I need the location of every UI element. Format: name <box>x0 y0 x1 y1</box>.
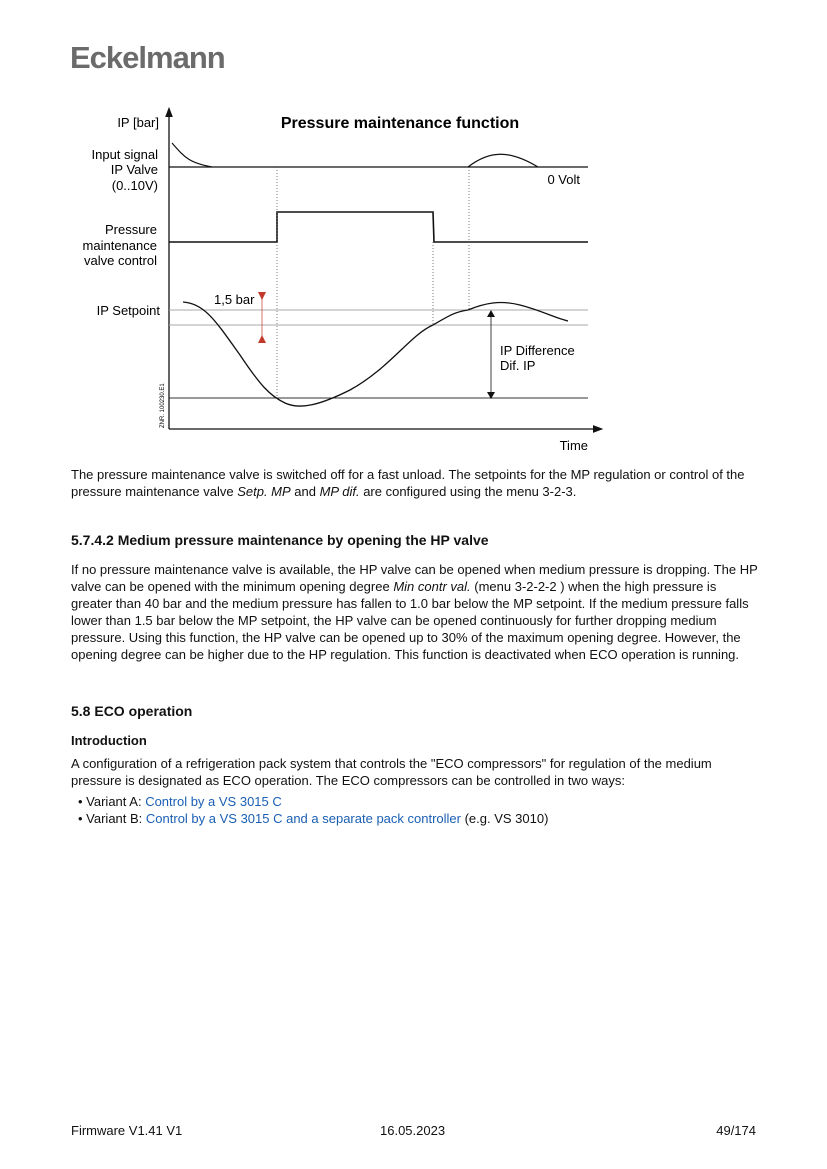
diff-label: IP Difference <box>500 343 575 358</box>
variant-list <box>71 793 761 827</box>
label-setpoint: IP Setpoint <box>96 303 160 318</box>
text: The pressure maintenance valve is switched off for a fast unload. The setpoints for the MP regulation or control of the pressure maintenance valve <box>71 467 745 499</box>
label-control: valve control <box>84 253 157 268</box>
footer-firmware: Firmware V1.41 V1 <box>71 1123 183 1138</box>
text: are configured using the menu 3-2-3. <box>359 484 577 499</box>
guide-lines <box>277 167 469 398</box>
list-item: • Variant A: Control by a VS 3015 C <box>78 794 282 809</box>
diagram-title: Pressure maintenance function <box>280 115 520 132</box>
diff-label: Dif. IP <box>500 358 536 373</box>
input-bump <box>468 154 538 167</box>
text: and <box>290 484 320 499</box>
paragraph-eco: A configuration of a refrigeration pack system that controls the "ECO compressors" for regulation of the medium pressure is designated as ECO operation. The ECO compressors can be controlled in two ways: <box>71 756 712 788</box>
label-input: (0..10V) <box>111 178 158 193</box>
heading-5-7-4-2: 5.7.4.2 Medium pressure maintenance by opening the HP valve <box>71 532 489 548</box>
label-control: Pressure <box>104 222 157 237</box>
paragraph-unload <box>71 466 761 500</box>
list-item: • Variant B: Control by a VS 3015 C and a separate pack controller (e.g. VS 3010) <box>78 811 549 826</box>
link-variant-a[interactable]: Control by a VS 3015 C <box>145 794 282 809</box>
reference-number: ZNR. 100230.E1 <box>160 383 166 428</box>
bar-label: 1,5 bar <box>214 292 255 307</box>
text: If no pressure maintenance valve is available, the HP valve can be opened when medium pressure is dropping. The HP valve can be opened with the minimum opening degree <box>71 562 758 594</box>
paragraph-hp-valve <box>71 561 761 663</box>
param-setp-mp: Setp. MP <box>237 484 291 499</box>
y-axis-label: IP [bar] <box>117 115 159 130</box>
text: Variant B: <box>86 811 146 826</box>
param-min-contr-val: Min contr val. <box>393 579 471 594</box>
param-mp-dif: MP dif. <box>319 484 360 499</box>
text: (menu 3-2-2-2 ) when the high pressure is greater than 40 bar and the medium pressure has fallen to 1.0 bar below the MP setpoint. If the medium pressure falls lower than 1.5 bar below the MP setpoint, the HP valve can be opened continuously for further dropping medium pressure. Using this function, the HP valve can be opened up to 30% of the maximum opening degree. However, the opening degree can be higher due to the HP regulation. This function is deactivated when ECO operation is running. <box>71 579 749 662</box>
label-input: IP Valve <box>110 162 158 177</box>
zero-volt-label: 0 Volt <box>547 172 580 187</box>
text: (e.g. VS 3010) <box>460 811 549 826</box>
valve-control-signal <box>169 212 588 242</box>
pressure-maintenance-diagram <box>0 0 827 470</box>
footer-page-number: 49/174 <box>716 1123 756 1138</box>
footer-date: 16.05.2023 <box>380 1123 446 1138</box>
link-variant-b[interactable]: Control by a VS 3015 C and a separate pack controller <box>145 811 461 826</box>
label-input: Input signal <box>91 147 158 162</box>
eckelmann-logo: Eckelmann <box>70 40 225 75</box>
subheading-introduction: Introduction <box>71 733 147 748</box>
input-curve <box>172 143 212 167</box>
label-control: maintenance <box>82 238 157 253</box>
heading-5-8: 5.8 ECO operation <box>71 703 193 719</box>
text: Variant A: <box>86 794 146 809</box>
x-axis-label: Time <box>559 438 588 453</box>
